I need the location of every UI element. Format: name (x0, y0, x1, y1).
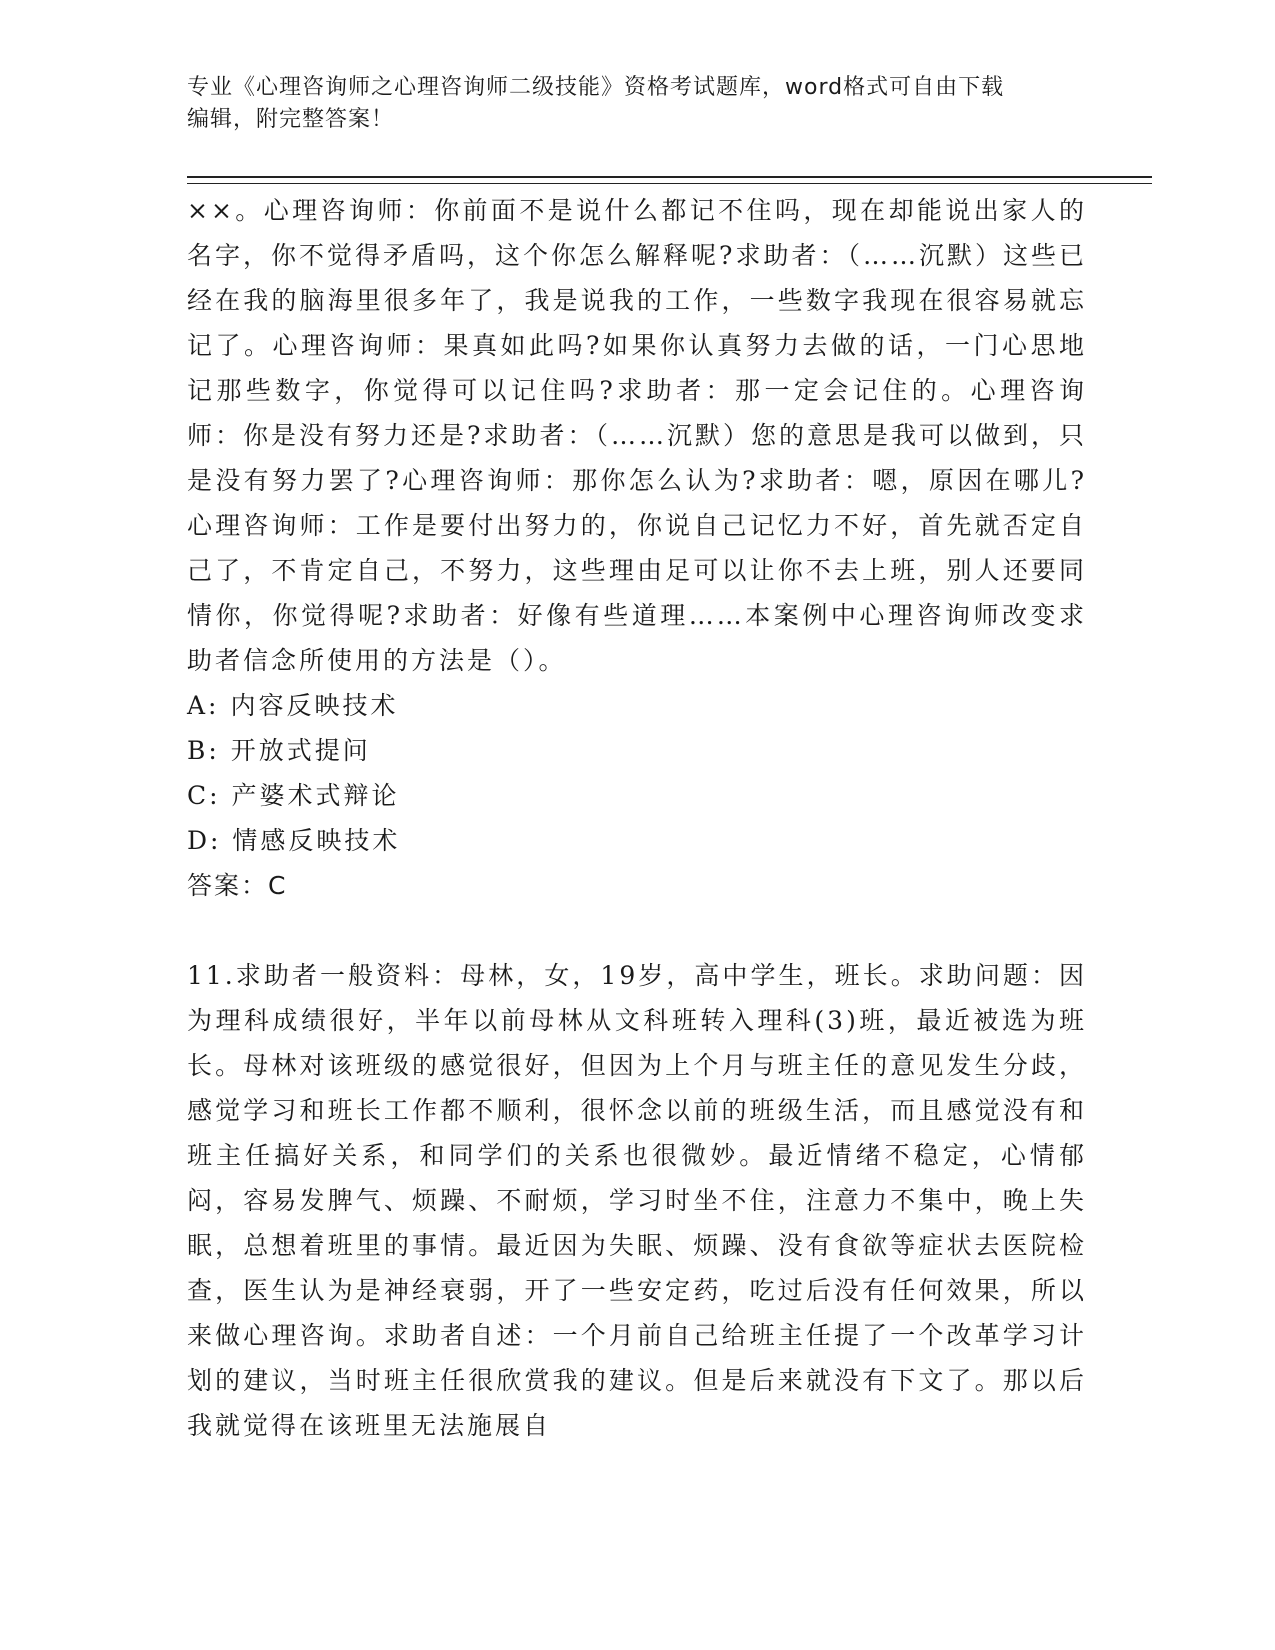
option-label: D: (187, 826, 222, 855)
question-10-option-a (187, 683, 1087, 728)
question-11-stem: 11.求助者一般资料：母林，女，19岁，高中学生，班长。求助问题：因为理科成绩很好，半年以前母林从文科班转入理科(3)班，最近被选为班长。母林对该班级的感觉很好，但因为上个月与班主任的意见发生分歧，感觉学习和班长工作都不顺利，很怀念以前的班级生活，而且感觉没有和班主任搞好关系，和同学们的关系也很微妙。最近情绪不稳定，心情郁闷，容易发脾气、烦躁、不耐烦，学习时坐不住，注意力不集中，晚上失眠，总想着班里的事情。最近因为失眠、烦躁、没有食欲等症状去医院检查，医生认为是神经衰弱，开了一些安定药，吃过后没有任何效果，所以来做心理咨询。求助者自述：一个月前自己给班主任提了一个改革学习计划的建议，当时班主任很欣赏我的建议。但是后来就没有下文了。那以后我就觉得在该班里无法施展自 (187, 961, 1087, 1440)
option-text: 产婆术式辩论 (231, 781, 400, 810)
option-label: C: (187, 781, 221, 810)
header-line-1: 专业《心理咨询师之心理咨询师二级技能》资格考试题库，word格式可自由下载 (187, 75, 1005, 100)
option-label: B: (187, 736, 220, 765)
question-10-option-c (187, 773, 1087, 818)
question-10-answer: 答案：C (187, 871, 288, 900)
option-text: 开放式提问 (230, 736, 371, 765)
header-divider (187, 176, 1152, 184)
question-10-stem: ××。心理咨询师：你前面不是说什么都记不住吗，现在却能说出家人的名字，你不觉得矛盾吗，这个你怎么解释呢?求助者：（……沉默）这些已经在我的脑海里很多年了，我是说我的工作，一些数字我现在很容易就忘记了。心理咨询师：果真如此吗?如果你认真努力去做的话，一门心思地记那些数字，你觉得可以记住吗?求助者：那一定会记住的。心理咨询师：你是没有努力还是?求助者：（……沉默）您的意思是我可以做到，只是没有努力罢了?心理咨询师：那你怎么认为?求助者：嗯，原因在哪儿?心理咨询师：工作是要付出努力的，你说自己记忆力不好，首先就否定自己了，不肯定自己，不努力，这些理由足可以让你不去上班，别人还要同情你，你觉得呢?求助者：好像有些道理……本案例中心理咨询师改变求助者信念所使用的方法是（）。 (187, 196, 1087, 675)
option-label: A: (187, 691, 220, 720)
document-body (187, 188, 1087, 1448)
option-text: 情感反映技术 (232, 826, 401, 855)
question-10-option-b (187, 728, 1087, 773)
header-line-2: 编辑，附完整答案！ (187, 107, 395, 132)
section-spacer (187, 908, 1087, 953)
document-header (187, 72, 1087, 136)
option-text: 内容反映技术 (230, 691, 399, 720)
question-10-option-d (187, 818, 1087, 863)
